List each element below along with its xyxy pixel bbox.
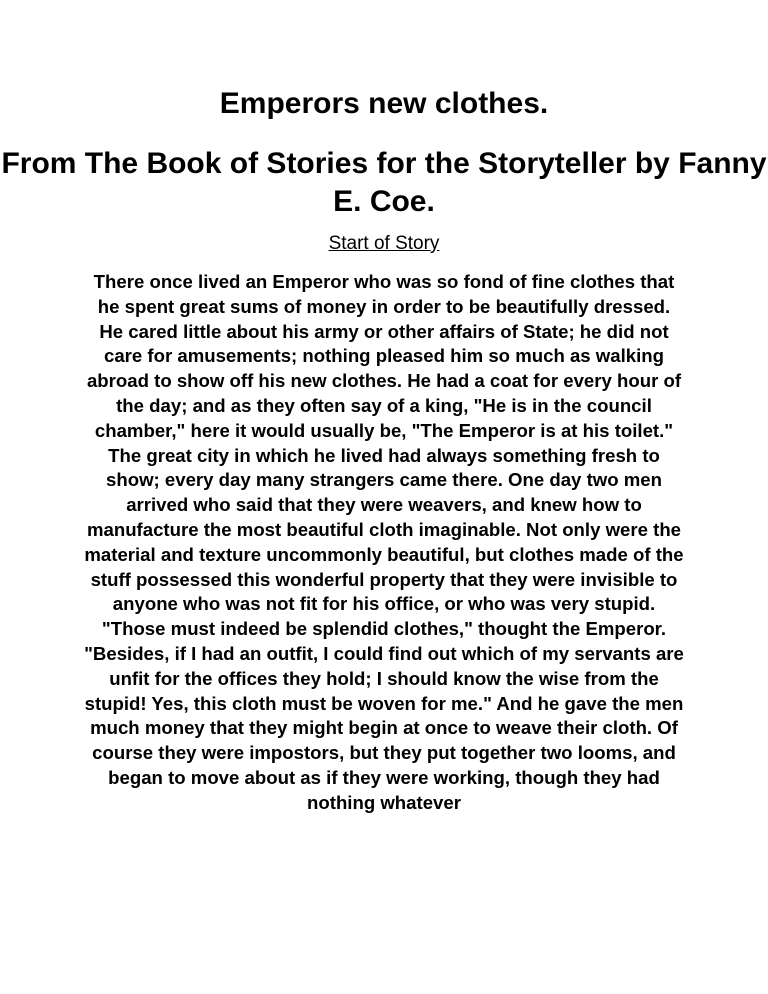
start-of-story-container (0, 232, 768, 256)
story-body: There once lived an Emperor who was so fond of fine clothes that he spent great sums of money in order to be beautifully dressed. He cared little about his army or other affairs of State; he did not care for amusements; nothing pleased him so much as walking abroad to show off his new clothes. He had a coat for every hour of the day; and as they often say of a king, "He is in the council chamber," here it would usually be, "The Emperor is at his toilet." The great city in which he lived had always something fresh to show; every day many strangers came there. One day two men arrived who said that they were weavers, and knew how to manufacture the most beautiful cloth imaginable. Not only were the material and texture uncommonly beautiful, but clothes made of the stuff possessed this wonderful property that they were invisible to anyone who was not fit for his office, or who was very stupid. "Those must indeed be splendid clothes," thought the Emperor. "Besides, if I had an outfit, I could find out which of my servants are unfit for the offices they hold; I should know the wise from the stupid! Yes, this cloth must be woven for me." And he gave the men much money that they might begin at once to weave their cloth. Of course they were impostors, but they put together two looms, and began to move about as if they were working, though they had nothing whatever (84, 271, 684, 813)
source-title: From The Book of Stories for the Storyteller by Fanny E. Coe. (1, 147, 767, 218)
page-title: Emperors new clothes. (219, 87, 549, 120)
start-of-story-link[interactable]: Start of Story (328, 233, 440, 254)
